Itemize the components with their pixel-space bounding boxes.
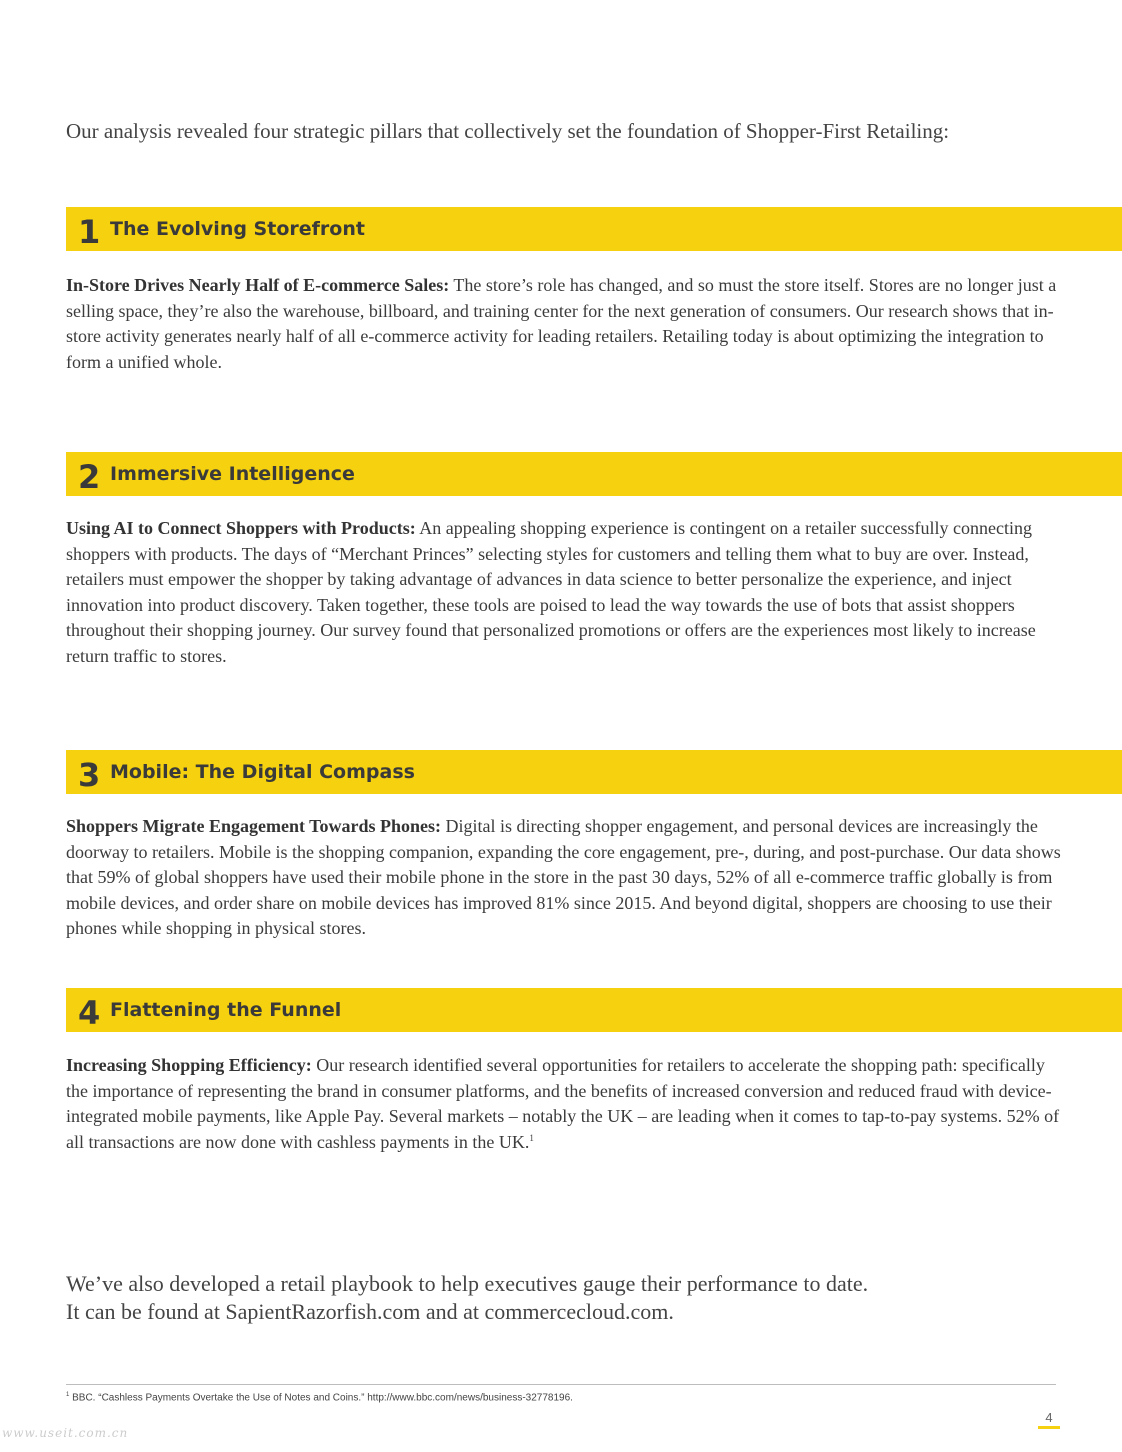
- pillar-number: 2: [78, 458, 101, 496]
- pillar-1-body: [66, 273, 1066, 375]
- pillar-2-header: [66, 452, 1122, 496]
- pillar-3-header: [66, 750, 1122, 794]
- pillar-3-body: [66, 814, 1066, 942]
- intro-text: Our analysis revealed four strategic pillars that collectively set the foundation of Shopper-First Retailing:: [66, 119, 950, 143]
- pillar-lead: Increasing Shopping Efficiency:: [66, 1055, 312, 1075]
- pillar-lead: Using AI to Connect Shoppers with Products:: [66, 518, 416, 538]
- page-number-underline: [1038, 1426, 1060, 1429]
- closing-line-1: We’ve also developed a retail playbook to help executives gauge their performance to date.: [66, 1271, 869, 1296]
- pillar-text: Digital is directing shopper engagement, and personal devices are increasingly the doorway to retailers. Mobile is the shopping companion, expanding the core engagement, pre-, during, and post-purchase. Our data shows that 59% of global shoppers have used their mobile phone in the store in the past 30 days, 52% of all e-commerce traffic globally is from mobile devices, and order share on mobile devices has improved 81% since 2015. And beyond digital, shoppers are choosing to use their phones while shopping in physical stores.: [66, 816, 1061, 939]
- pillar-text: The store’s role has changed, and so must the store itself. Stores are no longer just a selling space, they’re also the warehouse, billboard, and training center for the next generation of consumers. Our research shows that in-store activity generates nearly half of all e-commerce activity for leading retailers. Retailing today is about optimizing the integration to form a unified whole.: [66, 275, 1057, 372]
- pillar-title: Immersive Intelligence: [110, 463, 355, 485]
- pillar-lead: Shoppers Migrate Engagement Towards Phones:: [66, 816, 442, 836]
- pillar-2-body: [66, 516, 1066, 670]
- pillar-number: 3: [78, 756, 101, 794]
- pillar-4-body: [66, 1053, 1066, 1155]
- footnote-divider: [66, 1384, 1056, 1385]
- footnote: [66, 1392, 573, 1403]
- pillar-title: Mobile: The Digital Compass: [110, 761, 415, 783]
- footnote-marker: 1: [66, 1392, 70, 1398]
- pillar-text: An appealing shopping experience is contingent on a retailer successfully connecting shoppers with products. The days of “Merchant Princes” selecting styles for customers and telling them what to buy are over. Instead, retailers must empower the shopper by taking advantage of advances in data science to better personalize the experience, and inject innovation into product discovery. Taken together, these tools are poised to lead the way towards the use of bots that assist shoppers throughout their shopping journey. Our survey found that personalized promotions or offers are the experiences most likely to increase return traffic to stores.: [66, 518, 1036, 666]
- pillar-lead: In-Store Drives Nearly Half of E-commerce Sales:: [66, 275, 450, 295]
- pillar-title: Flattening the Funnel: [110, 999, 342, 1021]
- pillar-number: 4: [78, 994, 101, 1032]
- closing-line-2: It can be found at SapientRazorfish.com and at commercecloud.com.: [66, 1299, 674, 1324]
- page-number: 4: [1045, 1410, 1053, 1425]
- footnote-reference: 1: [529, 1132, 534, 1143]
- pillar-4-header: [66, 988, 1122, 1032]
- pillar-text: Our research identified several opportunities for retailers to accelerate the shopping path: specifically the importance of representing the brand in consumer platforms, and the benefits of increased conversion and reduced fraud with device-integrated mobile payments, like Apple Pay. Several markets – notably the UK – are leading when it comes to tap-to-pay systems. 52% of all transactions are now done with cashless payments in the UK.: [66, 1055, 1060, 1152]
- pillar-1-header: [66, 207, 1122, 251]
- footnote-text: BBC. “Cashless Payments Overtake the Use of Notes and Coins.” http://www.bbc.com/news/business-32778196.: [69, 1392, 573, 1404]
- pillar-title: The Evolving Storefront: [110, 218, 365, 240]
- pillar-number: 1: [78, 213, 101, 251]
- closing-statement: [66, 1270, 1066, 1326]
- watermark: www.useit.com.cn: [2, 1426, 129, 1440]
